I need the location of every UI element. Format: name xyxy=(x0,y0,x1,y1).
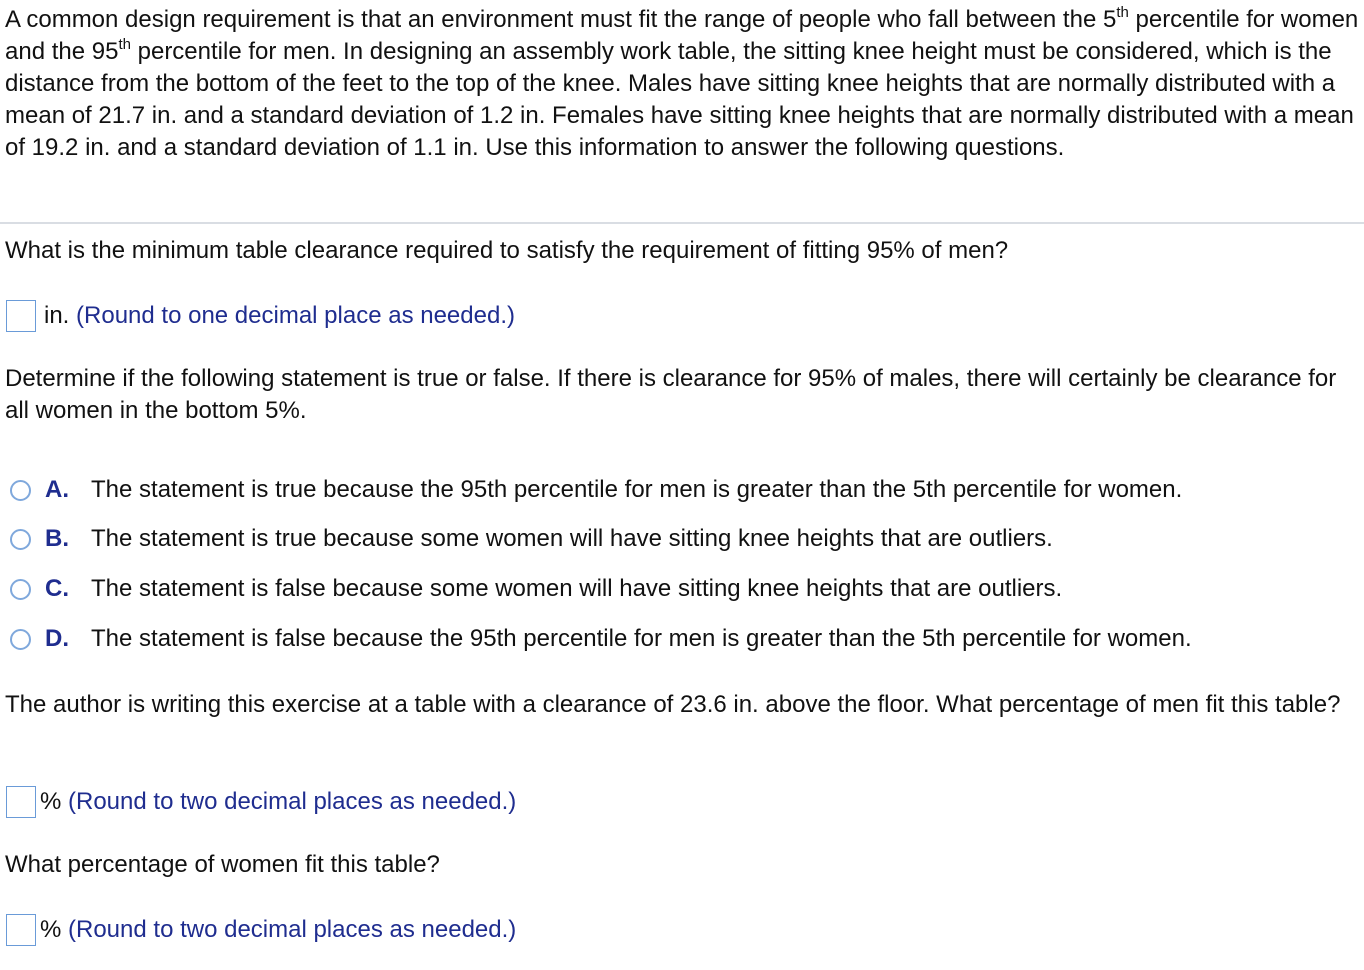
question-3-text: The author is writing this exercise at a table with a clearance of 23.6 in. above the floor. What percentage of men fit this table? xyxy=(5,691,1341,718)
question-3-unit: % xyxy=(40,788,62,815)
question-3-answer-row xyxy=(6,785,516,819)
option-a-letter: A. xyxy=(45,476,69,503)
question-4-text: What percentage of women fit this table? xyxy=(5,851,440,878)
question-1-hint: (Round to one decimal place as needed.) xyxy=(69,302,515,329)
radio-option-d[interactable] xyxy=(10,629,31,650)
problem-statement xyxy=(5,4,1359,164)
radio-option-c[interactable] xyxy=(10,579,31,600)
question-4-unit: % xyxy=(40,916,62,943)
question-4-answer-row xyxy=(6,913,516,947)
option-b-text: The statement is true because some women will have sitting knee heights that are outliers. xyxy=(91,525,1053,552)
question-1-answer-input[interactable] xyxy=(6,300,36,332)
question-2-text: Determine if the following statement is true or false. If there is clearance for 95% of males, there will certainly be clearance for all women in the bottom 5%. xyxy=(5,365,1337,424)
question-4-answer-input[interactable] xyxy=(6,914,36,946)
option-b[interactable] xyxy=(10,523,1053,555)
question-1-text: What is the minimum table clearance required to satisfy the requirement of fitting 95% of men? xyxy=(5,237,1009,264)
option-c-text: The statement is false because some women will have sitting knee heights that are outliers. xyxy=(91,575,1063,602)
option-c-letter: C. xyxy=(45,575,69,602)
intro-part-1: A common design requirement is that an environment must fit the range of people who fall between the 5 xyxy=(5,6,1117,33)
option-d-letter: D. xyxy=(45,625,69,652)
question-4-hint: (Round to two decimal places as needed.) xyxy=(61,916,517,943)
option-d[interactable] xyxy=(10,623,1192,655)
option-c[interactable] xyxy=(10,573,1062,605)
radio-option-a[interactable] xyxy=(10,480,31,501)
question-3-hint: (Round to two decimal places as needed.) xyxy=(61,788,517,815)
option-b-letter: B. xyxy=(45,525,69,552)
question-1-answer-row xyxy=(6,299,515,333)
section-divider xyxy=(0,222,1364,224)
option-d-text: The statement is false because the 95th percentile for men is greater than the 5th percentile for women. xyxy=(91,625,1192,652)
intro-part-3: percentile for men. In designing an assembly work table, the sitting knee height must be considered, which is the distance from the bottom of the feet to the top of the knee. Males have sitting knee heights that are normally distributed with a mean of 21.7 in. and a standard deviation of 1.2 in. Females have sitting knee heights that are normally distributed with a mean of 19.2 in. and a standard deviation of 1.1 in. Use this information to answer the following questions. xyxy=(5,38,1354,161)
option-a-text: The statement is true because the 95th percentile for men is greater than the 5th percentile for women. xyxy=(91,476,1183,503)
option-a[interactable] xyxy=(10,474,1182,506)
radio-option-b[interactable] xyxy=(10,529,31,550)
intro-superscript-2: th xyxy=(118,36,131,53)
question-1-unit: in. xyxy=(44,302,70,329)
question-3-answer-input[interactable] xyxy=(6,786,36,818)
intro-superscript-1: th xyxy=(1116,4,1129,21)
intro-part-2: percentile for women and the 95 xyxy=(5,6,1359,65)
